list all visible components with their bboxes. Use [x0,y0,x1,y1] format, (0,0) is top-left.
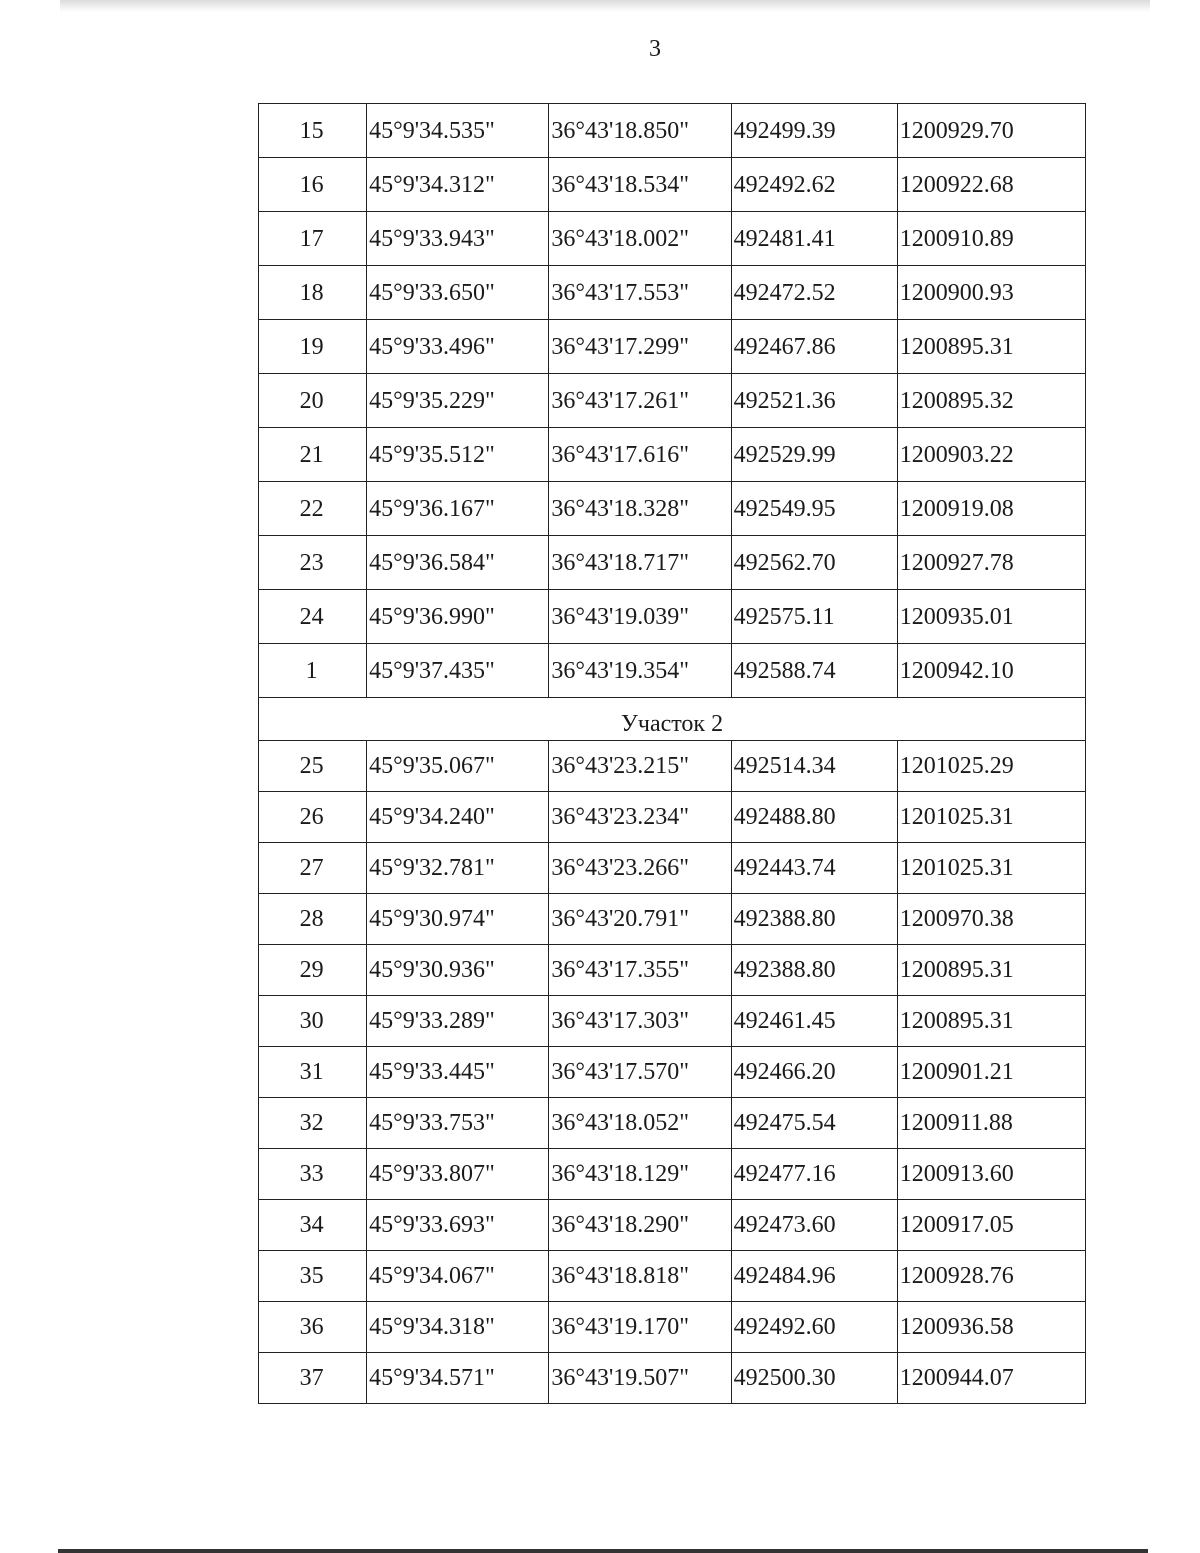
x-coordinate-cell: 492484.96 [731,1251,897,1302]
latitude-cell: 45°9'33.807" [367,1149,549,1200]
y-coordinate-cell: 1200901.21 [897,1047,1085,1098]
table-row [259,374,1086,428]
latitude-cell: 45°9'35.067" [367,741,549,792]
table-row [259,644,1086,698]
longitude-cell: 36°43'23.234" [549,792,731,843]
x-coordinate-cell: 492549.95 [731,482,897,536]
latitude-cell: 45°9'35.512" [367,428,549,482]
latitude-cell: 45°9'33.289" [367,996,549,1047]
x-coordinate-cell: 492588.74 [731,644,897,698]
y-coordinate-cell: 1200927.78 [897,536,1085,590]
latitude-cell: 45°9'30.974" [367,894,549,945]
section-header-row [259,698,1086,741]
x-coordinate-cell: 492492.62 [731,158,897,212]
longitude-cell: 36°43'17.570" [549,1047,731,1098]
latitude-cell: 45°9'32.781" [367,843,549,894]
table-row [259,536,1086,590]
longitude-cell: 36°43'17.261" [549,374,731,428]
x-coordinate-cell: 492514.34 [731,741,897,792]
table-row [259,792,1086,843]
x-coordinate-cell: 492481.41 [731,212,897,266]
y-coordinate-cell: 1200935.01 [897,590,1085,644]
latitude-cell: 45°9'34.535" [367,104,549,158]
longitude-cell: 36°43'18.534" [549,158,731,212]
table-row [259,266,1086,320]
y-coordinate-cell: 1201025.29 [897,741,1085,792]
longitude-cell: 36°43'18.717" [549,536,731,590]
point-number: 17 [259,212,367,266]
table-row [259,428,1086,482]
point-number: 36 [259,1302,367,1353]
table-row [259,1149,1086,1200]
point-number: 35 [259,1251,367,1302]
x-coordinate-cell: 492388.80 [731,894,897,945]
x-coordinate-cell: 492472.52 [731,266,897,320]
point-number: 18 [259,266,367,320]
point-number: 33 [259,1149,367,1200]
x-coordinate-cell: 492500.30 [731,1353,897,1404]
y-coordinate-cell: 1200936.58 [897,1302,1085,1353]
latitude-cell: 45°9'34.318" [367,1302,549,1353]
table-row [259,843,1086,894]
table-row [259,1302,1086,1353]
latitude-cell: 45°9'36.167" [367,482,549,536]
table-row [259,1251,1086,1302]
longitude-cell: 36°43'23.215" [549,741,731,792]
point-number: 21 [259,428,367,482]
y-coordinate-cell: 1200913.60 [897,1149,1085,1200]
table-row [259,590,1086,644]
point-number: 22 [259,482,367,536]
y-coordinate-cell: 1201025.31 [897,843,1085,894]
table-row [259,996,1086,1047]
longitude-cell: 36°43'18.052" [549,1098,731,1149]
latitude-cell: 45°9'34.571" [367,1353,549,1404]
latitude-cell: 45°9'33.753" [367,1098,549,1149]
y-coordinate-cell: 1200944.07 [897,1353,1085,1404]
longitude-cell: 36°43'17.553" [549,266,731,320]
table-row [259,104,1086,158]
longitude-cell: 36°43'18.328" [549,482,731,536]
x-coordinate-cell: 492521.36 [731,374,897,428]
y-coordinate-cell: 1200942.10 [897,644,1085,698]
latitude-cell: 45°9'34.240" [367,792,549,843]
x-coordinate-cell: 492388.80 [731,945,897,996]
x-coordinate-cell: 492492.60 [731,1302,897,1353]
latitude-cell: 45°9'33.496" [367,320,549,374]
point-number: 1 [259,644,367,698]
table-row [259,1047,1086,1098]
y-coordinate-cell: 1200917.05 [897,1200,1085,1251]
scan-top-edge [60,0,1150,12]
longitude-cell: 36°43'23.266" [549,843,731,894]
y-coordinate-cell: 1200929.70 [897,104,1085,158]
x-coordinate-cell: 492499.39 [731,104,897,158]
y-coordinate-cell: 1200895.31 [897,945,1085,996]
longitude-cell: 36°43'18.818" [549,1251,731,1302]
x-coordinate-cell: 492473.60 [731,1200,897,1251]
x-coordinate-cell: 492488.80 [731,792,897,843]
x-coordinate-cell: 492575.11 [731,590,897,644]
point-number: 28 [259,894,367,945]
longitude-cell: 36°43'17.303" [549,996,731,1047]
longitude-cell: 36°43'19.039" [549,590,731,644]
table-row [259,482,1086,536]
point-number: 34 [259,1200,367,1251]
point-number: 20 [259,374,367,428]
longitude-cell: 36°43'17.355" [549,945,731,996]
y-coordinate-cell: 1200900.93 [897,266,1085,320]
y-coordinate-cell: 1200970.38 [897,894,1085,945]
y-coordinate-cell: 1200919.08 [897,482,1085,536]
latitude-cell: 45°9'36.990" [367,590,549,644]
y-coordinate-cell: 1200895.32 [897,374,1085,428]
point-number: 19 [259,320,367,374]
x-coordinate-cell: 492529.99 [731,428,897,482]
latitude-cell: 45°9'33.650" [367,266,549,320]
longitude-cell: 36°43'18.290" [549,1200,731,1251]
table-row [259,1098,1086,1149]
y-coordinate-cell: 1200903.22 [897,428,1085,482]
point-number: 15 [259,104,367,158]
point-number: 37 [259,1353,367,1404]
longitude-cell: 36°43'18.850" [549,104,731,158]
longitude-cell: 36°43'19.507" [549,1353,731,1404]
point-number: 29 [259,945,367,996]
table-row [259,945,1086,996]
y-coordinate-cell: 1201025.31 [897,792,1085,843]
point-number: 26 [259,792,367,843]
table-row [259,320,1086,374]
x-coordinate-cell: 492467.86 [731,320,897,374]
point-number: 27 [259,843,367,894]
point-number: 16 [259,158,367,212]
scan-bottom-edge [58,1549,1148,1553]
point-number: 25 [259,741,367,792]
x-coordinate-cell: 492562.70 [731,536,897,590]
latitude-cell: 45°9'33.943" [367,212,549,266]
latitude-cell: 45°9'34.067" [367,1251,549,1302]
table-row [259,212,1086,266]
table-row [259,741,1086,792]
x-coordinate-cell: 492466.20 [731,1047,897,1098]
y-coordinate-cell: 1200911.88 [897,1098,1085,1149]
longitude-cell: 36°43'18.129" [549,1149,731,1200]
longitude-cell: 36°43'18.002" [549,212,731,266]
section-title: Участок 2 [259,698,1086,741]
latitude-cell: 45°9'33.445" [367,1047,549,1098]
y-coordinate-cell: 1200910.89 [897,212,1085,266]
y-coordinate-cell: 1200922.68 [897,158,1085,212]
point-number: 24 [259,590,367,644]
coordinates-table [258,103,1086,1404]
point-number: 32 [259,1098,367,1149]
longitude-cell: 36°43'17.299" [549,320,731,374]
latitude-cell: 45°9'35.229" [367,374,549,428]
latitude-cell: 45°9'34.312" [367,158,549,212]
y-coordinate-cell: 1200895.31 [897,320,1085,374]
point-number: 31 [259,1047,367,1098]
longitude-cell: 36°43'17.616" [549,428,731,482]
longitude-cell: 36°43'19.354" [549,644,731,698]
table-row [259,1353,1086,1404]
x-coordinate-cell: 492443.74 [731,843,897,894]
x-coordinate-cell: 492475.54 [731,1098,897,1149]
page-number: 3 [649,36,661,62]
longitude-cell: 36°43'19.170" [549,1302,731,1353]
latitude-cell: 45°9'36.584" [367,536,549,590]
table-row [259,894,1086,945]
y-coordinate-cell: 1200895.31 [897,996,1085,1047]
x-coordinate-cell: 492477.16 [731,1149,897,1200]
table-row [259,158,1086,212]
point-number: 30 [259,996,367,1047]
table-row [259,1200,1086,1251]
longitude-cell: 36°43'20.791" [549,894,731,945]
latitude-cell: 45°9'30.936" [367,945,549,996]
point-number: 23 [259,536,367,590]
x-coordinate-cell: 492461.45 [731,996,897,1047]
latitude-cell: 45°9'37.435" [367,644,549,698]
y-coordinate-cell: 1200928.76 [897,1251,1085,1302]
latitude-cell: 45°9'33.693" [367,1200,549,1251]
